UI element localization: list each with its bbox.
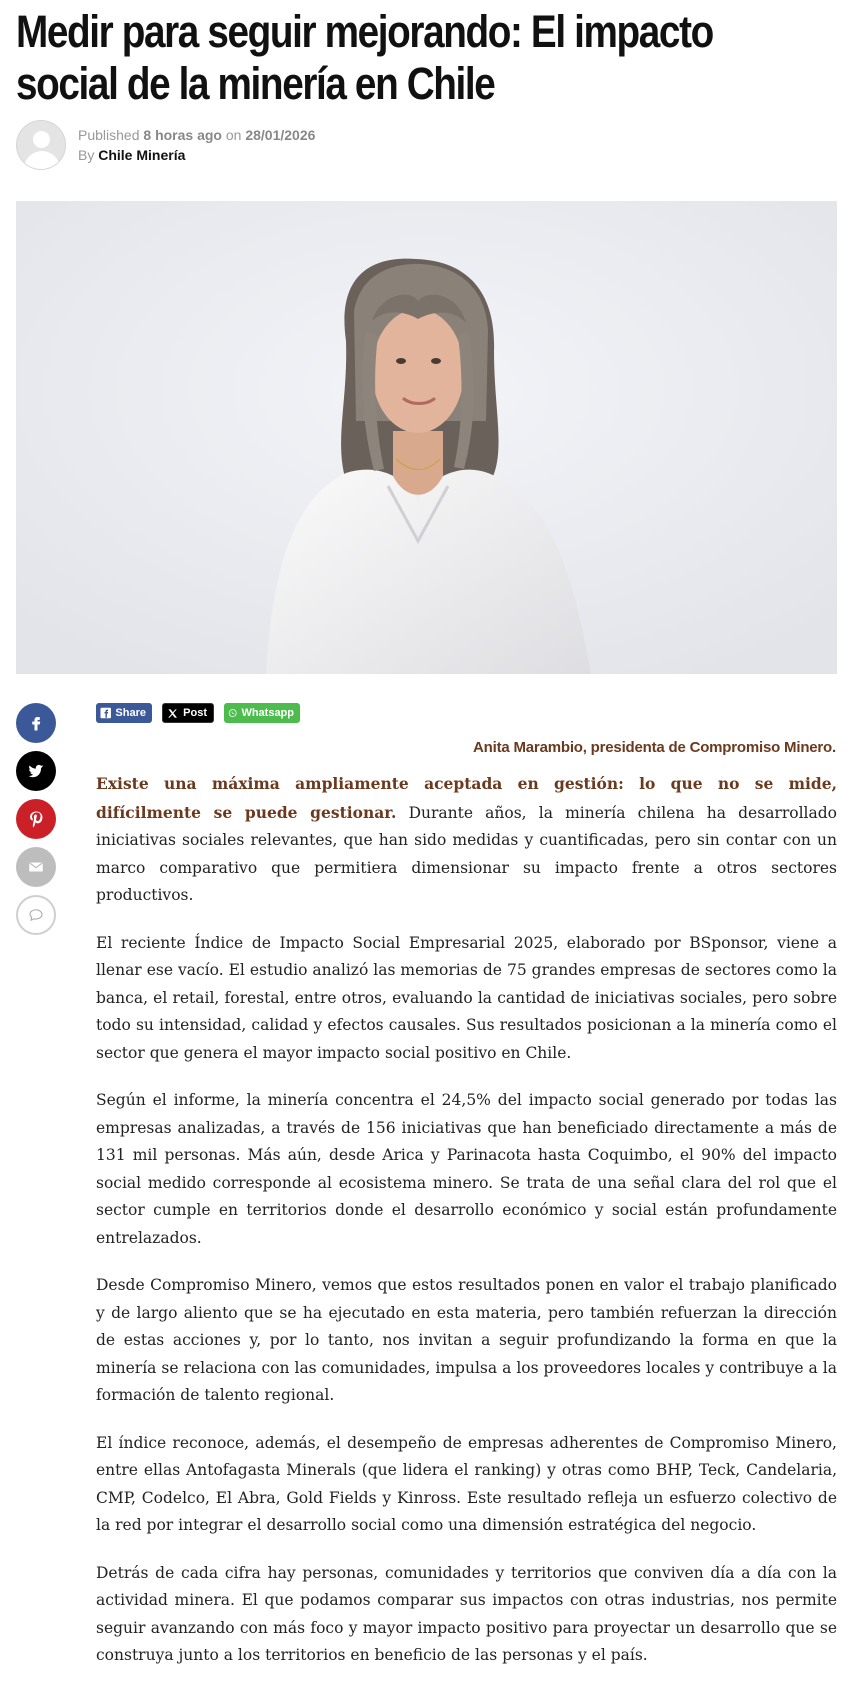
whatsapp-icon <box>228 706 237 720</box>
article-meta <box>16 120 616 172</box>
article-title: Medir para seguir mejorando: El impacto social de la minería en Chile <box>16 6 713 109</box>
paragraph-1: Existe una máxima ampliamente aceptada en gestión: lo que no se mide, difícilmente se puede gestionar. Durante años, la minería chilena ha desarrollado iniciativas sociales relevantes, que han sido medidas y cuantificadas, pero sin contar con un marco comparativo que permitiera dimensionar su impacto frente a otros sectores productivos. <box>96 774 837 904</box>
paragraph-5: El índice reconoce, además, el desempeño de empresas adherentes de Compromiso Minero, entre ellas Antofagasta Minerals (que lidera el ranking) y otras como BHP, Teck, Candelaria, CMP, Codelco, El Abra, Gold Fields y Kinross. Este resultado refleja un esfuerzo colectivo de la red por integrar el desarrollo social como una dimensión estratégica del negocio. <box>96 1433 837 1534</box>
published-date: 28/01/2026 <box>245 127 316 143</box>
x-post-button[interactable] <box>162 703 214 723</box>
byline: By Chile Minería <box>78 147 186 163</box>
facebook-share-label: Share <box>115 707 146 719</box>
portrait-illustration <box>16 201 837 674</box>
share-sidebar <box>16 703 58 943</box>
whatsapp-share-button[interactable] <box>224 703 300 723</box>
facebook-share-circle[interactable] <box>16 703 56 743</box>
email-share-circle[interactable] <box>16 847 56 887</box>
facebook-share-button[interactable] <box>96 703 152 723</box>
email-icon <box>27 858 45 876</box>
published-relative: 8 horas ago <box>143 127 222 143</box>
x-icon <box>167 707 178 720</box>
paragraph-6: Detrás de cada cifra hay personas, comunidades y territorios que conviven día a día con la actividad minera. El que podamos comparar sus impactos con otras industrias, nos permite seguir avanzando con más foco y mayor impacto positivo para proyectar un desarrollo que se construya junto a los territorios en beneficio de las personas y el país. <box>96 1563 837 1664</box>
comment-icon <box>27 906 45 924</box>
twitter-icon <box>27 762 45 780</box>
paragraph-3: Según el informe, la minería concentra el 24,5% del impacto social generado por todas las empresas analizadas, a través de 156 iniciativas que han beneficiado directamente a más de 131 mil personas. Más aún, desde Arica y Parinacota hasta Coquimbo, el 90% del impacto social medido corresponde al ecosistema minero. Se trata de una señal clara del rol que el sector cumple en territorios donde el desarrollo económico y social están profundamente entrelazados. <box>96 1091 837 1247</box>
author-link[interactable]: Chile Minería <box>98 147 186 163</box>
paragraph-4: Desde Compromiso Minero, vemos que estos resultados ponen en valor el trabajo planificado y de largo aliento que se ha ejecutado en esta materia, pero también refuerzan la dirección de estas acciones y, por lo tanto, nos invitan a seguir profundizando la forma en que la minería se relaciona con las comunidades, impulsa a los proveedores locales y contribuye a la formación de talento regional. <box>96 1276 837 1404</box>
author-avatar[interactable] <box>16 120 66 170</box>
twitter-share-circle[interactable] <box>16 751 56 791</box>
facebook-icon <box>27 714 45 732</box>
comment-circle[interactable] <box>16 895 56 935</box>
paragraph-2: El reciente Índice de Impacto Social Empresarial 2025, elaborado por BSponsor, viene a llenar ese vacío. El estudio analizó las memorias de 75 grandes empresas de sectores como la banca, el retail, forestal, entre otros, evaluando la cantidad de iniciativas sociales, pero sobre todo su intensidad, calidad y efectos causales. Sus resultados posicionan a la minería como el sector que genera el mayor impacto social positivo en Chile. <box>96 933 837 1062</box>
whatsapp-share-label: Whatsapp <box>241 707 294 719</box>
x-post-label: Post <box>183 707 207 719</box>
pinterest-icon <box>27 810 45 828</box>
published-line: Published 8 horas ago on 28/01/2026 <box>78 127 316 143</box>
hero-image <box>16 201 837 674</box>
image-caption: Anita Marambio, presidenta de Compromiso Minero. <box>473 739 836 756</box>
lead-sentence: Existe una máxima ampliamente aceptada en gestión: lo que no se mide, difícilmente se puede gestionar. <box>96 774 837 822</box>
article-body <box>96 770 837 1690</box>
pinterest-share-circle[interactable] <box>16 799 56 839</box>
facebook-icon <box>100 706 111 720</box>
